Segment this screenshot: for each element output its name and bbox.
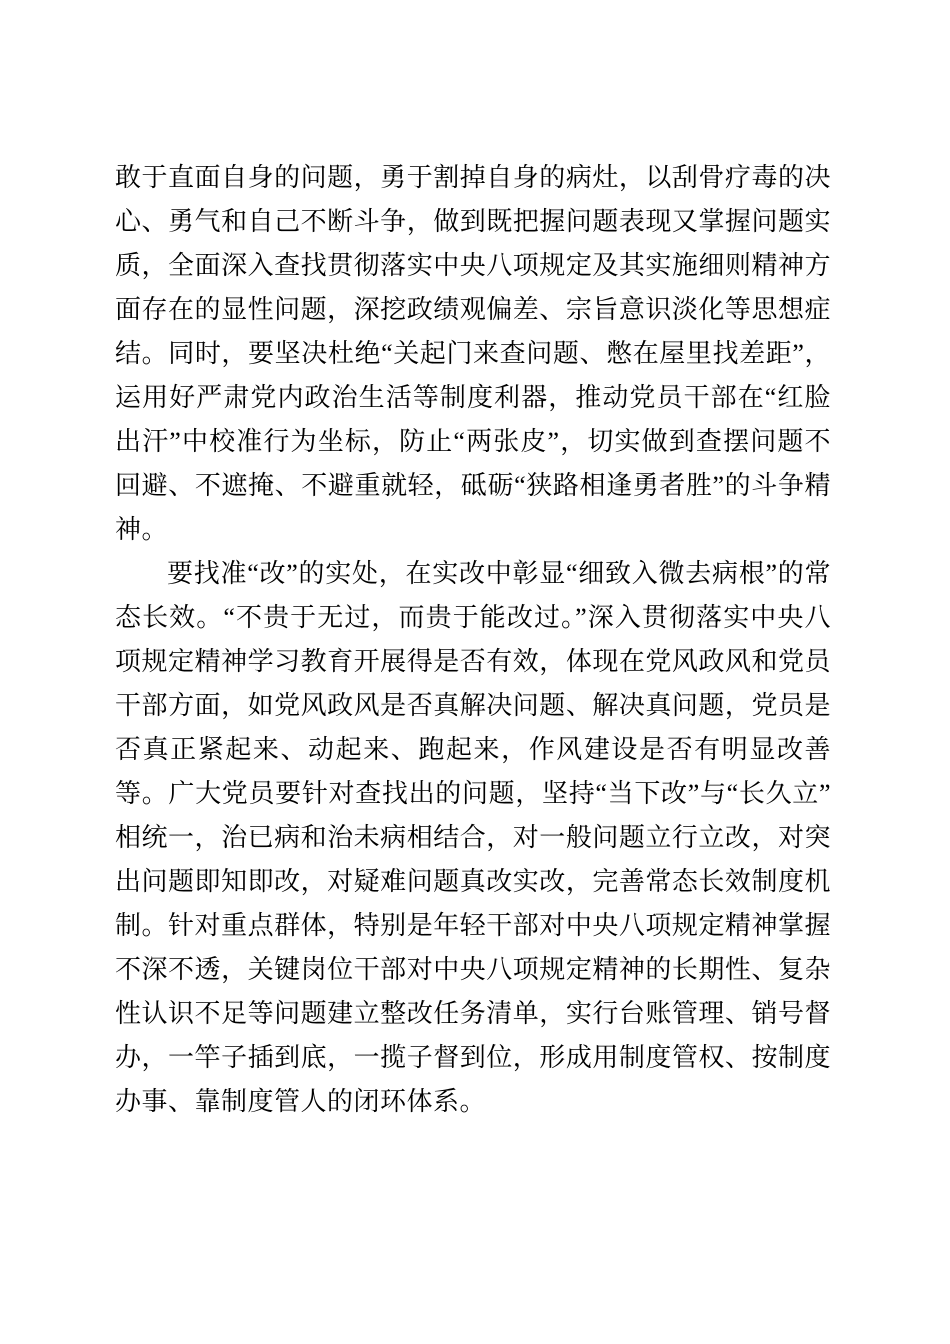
document-body — [115, 156, 831, 1124]
paragraph-2: 要找准“改”的实处，在实改中彰显“细致入微去病根”的常态长效。“不贵于无过，而贵于能改过。”深入贯彻落实中央八项规定精神学习教育开展得是否有效，体现在党风政风和党员干部方面，如党风政风是否真解决问题、解决真问题，党员是否真正紧起来、动起来、跑起来，作风建设是否有明显改善等。广大党员要针对查找出的问题，坚持“当下改”与“长久立”相统一，治已病和治未病相结合，对一般问题立行立改，对突出问题即知即改，对疑难问题真改实改，完善常态长效制度机制。针对重点群体，特别是年轻干部对中央八项规定精神掌握不深不透，关键岗位干部对中央八项规定精神的长期性、复杂性认识不足等问题建立整改任务清单，实行台账管理、销号督办，一竿子插到底，一揽子督到位，形成用制度管权、按制度办事、靠制度管人的闭环体系。 — [115, 559, 831, 1116]
paragraph-1: 敢于直面自身的问题，勇于割掉自身的病灶，以刮骨疗毒的决心、勇气和自己不断斗争，做到既把握问题表现又掌握问题实质，全面深入查找贯彻落实中央八项规定及其实施细则精神方面存在的显性问题，深挖政绩观偏差、宗旨意识淡化等思想症结。同时，要坚决杜绝“关起门来查问题、憋在屋里找差距”，运用好严肃党内政治生活等制度利器，推动党员干部在“红脸出汗”中校准行为坐标，防止“两张皮”，切实做到查摆问题不回避、不遮掩、不避重就轻，砥砺“狭路相逢勇者胜”的斗争精神。 — [115, 163, 831, 544]
